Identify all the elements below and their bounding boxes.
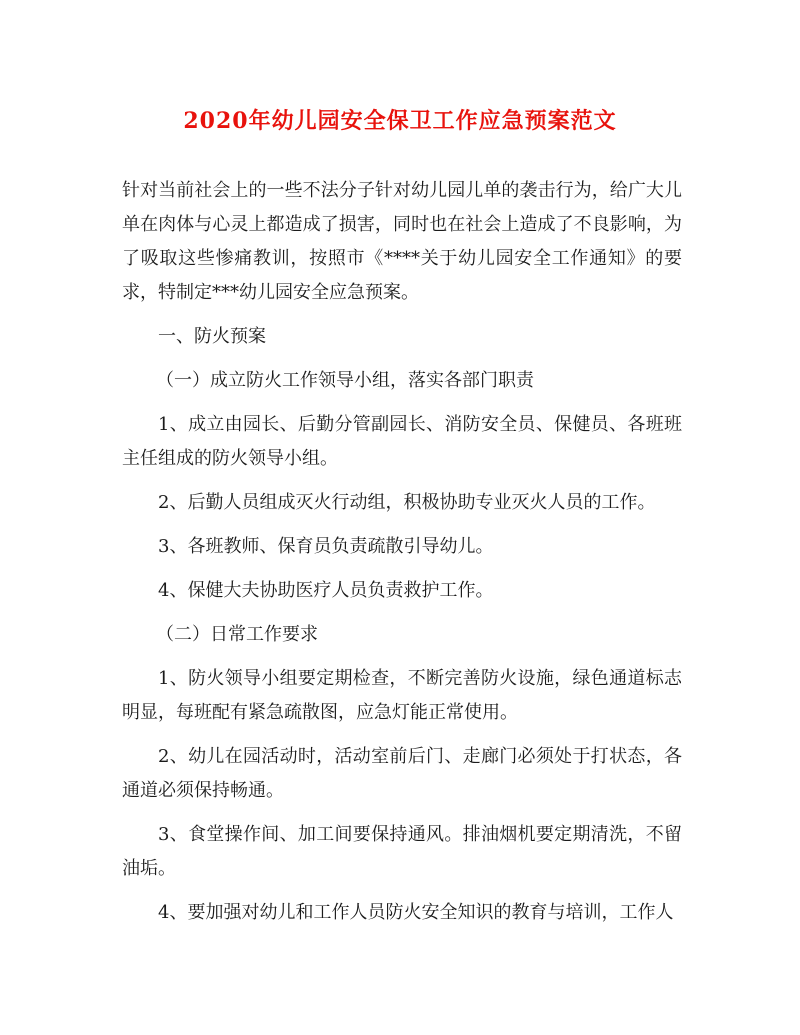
section-heading-fire: 一、防火预案 [158,326,266,347]
document-title: 2020年幼儿园安全保卫工作应急预案范文 [183,108,617,134]
list-item: 2、幼儿在园活动时，活动室前后门、走廊门必须处于打状态，各通道必须保持畅通。 [122,746,682,801]
subsection-heading-1: （一）成立防火工作领导小组，落实各部门职责 [156,370,534,391]
document-body [122,174,682,940]
paragraph-intro: 针对当前社会上的一些不法分子针对幼儿园儿单的袭击行为，给广大儿单在肉体与心灵上都造成了损害，同时也在社会上造成了不良影响，为了吸取这些惨痛教训，按照市《****关于幼儿园安全工作通知》的要求，特制定***幼儿园安全应急预案。 [122,180,682,303]
list-item: 1、防火领导小组要定期检查，不断完善防火设施，绿色通道标志明显，每班配有紧急疏散图，应急灯能正常使用。 [122,668,682,723]
list-item: 2、后勤人员组成灭火行动组，积极协助专业灭火人员的工作。 [158,492,656,513]
list-item: 3、食堂操作间、加工间要保持通风。排油烟机要定期清洗，不留油垢。 [122,824,682,879]
list-item: 3、各班教师、保育员负责疏散引导幼儿。 [158,536,494,557]
list-item: 1、成立由园长、后勤分管副园长、消防安全员、保健员、各班班主任组成的防火领导小组。 [122,414,682,469]
list-item: 4、保健大夫协助医疗人员负责救护工作。 [158,580,494,601]
list-item: 4、要加强对幼儿和工作人员防火安全知识的教育与培训，工作人 [158,902,674,923]
subsection-heading-2: （二）日常工作要求 [156,624,318,645]
